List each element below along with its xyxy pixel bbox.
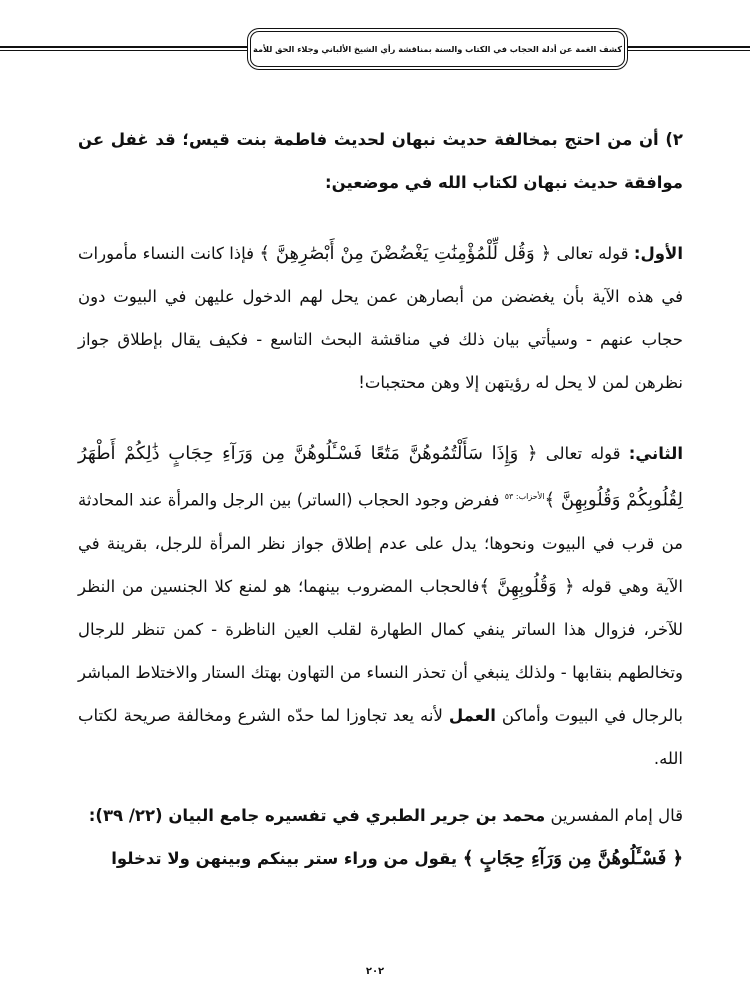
paragraph-tabari-intro: [78, 794, 683, 837]
second-label: الثاني:: [628, 444, 683, 463]
second-body-text-a: ففرض وجود الحجاب (الساتر) بين الرجل والمرأة عند المحادثة من قرب في البيوت ونحوها؛ يدل على عدم إطلاق جواز نظر المرأة للرجل، بقرينة في الآية وهي قوله: [78, 490, 683, 596]
header-rule-right-thin: [627, 50, 750, 51]
quran-verse-33-53: وَإِذَا سَأَلْتُمُوهُنَّ مَتَٰعًا فَسْـَٔلُوهُنَّ مِن وَرَآءِ حِجَابٍ ذَٰلِكُمْ أَطْهَرُ لِقُلُوبِكُمْ وَقُلُوبِهِنَّ: [78, 443, 683, 511]
tabari-citation: محمد بن جرير الطبري في تفسيره جامع البيان (٢٢/ ٣٩):: [88, 805, 546, 825]
quran-phrase-hearts: وَقُلُوبِهِنَّ: [489, 575, 564, 597]
bold-word-work: العمل: [448, 705, 496, 725]
header-rule-right: [627, 46, 750, 48]
running-header-title: كشف الغمة عن أدلة الحجاب في الكتاب والسنة بمناقشة رأي الشيخ الألباني وجلاء الحق للأمة: [253, 44, 622, 54]
tabari-quote-text: يقول من وراء ستر بينكم وبينهن ولا تدخلوا: [111, 848, 463, 868]
header-rule-left: [0, 46, 250, 48]
verse-close-bracket: ﴾: [544, 489, 556, 511]
verse-open-bracket: ﴿: [526, 443, 538, 464]
verse-open-bracket: ﴿: [564, 575, 575, 597]
point-2-lead: ٢) أن من احتج بمخالفة حديث نبهان لحديث فاطمة بنت قيس؛: [175, 130, 683, 149]
second-body-text-b: فالحجاب المضروب بينهما؛ هو لمنع كلا الجنسين من النظر للآخر، فزوال هذا الساتر ينفي كمال الطهارة لقلب العين الناظرة - كمن تنظر للرجال وتخالطهم بنقابها - ولذلك ينبغي أن تحذر النساء من التهاون بهتك الستار والاختلاط المباشر بالرجال في البيوت وأماكن: [78, 576, 683, 725]
paragraph-tabari-quote: [78, 837, 683, 880]
quran-verse-24-31: وَقُل لِّلْمُؤْمِنَٰتِ يَغْضُضْنَ مِنْ أَبْصَٰرِهِنَّ: [269, 243, 541, 264]
header-rule-left-thin: [0, 50, 250, 51]
verse-close-bracket: ﴾: [259, 243, 270, 264]
first-body-text: فإذا كانت النساء مأمورات في هذه الآية بأن يغضضن من أبصارهن عمن يحل لهم الدخول عليهن في البيوت دون حجاب عنهم - وسيأتي بيان ذلك في مناقشة البحث التاسع - فكيف يقال بإطلاق جواز نظرهن لمن لا يحل له رؤيتهن إلا وهن محتجبات!: [78, 244, 683, 392]
paragraph-first: [78, 232, 683, 404]
page-body: [78, 118, 683, 880]
tabari-lead: قال إمام المفسرين: [545, 805, 683, 825]
paragraph-second: [78, 432, 683, 780]
verse-open-bracket: ﴿: [672, 847, 683, 869]
paragraph-point-2: [78, 118, 683, 204]
page-number: ٢٠٢: [365, 966, 385, 977]
point-2-bold: قد غفل عن موافقة حديث نبهان لكتاب الله في موضعين:: [78, 130, 683, 192]
quran-phrase-behind-screen: فَسْـَٔلُوهُنَّ مِن وَرَآءِ حِجَابٍ: [473, 847, 673, 869]
verse-close-bracket: ﴾: [462, 847, 474, 869]
verse-reference: الأحزاب: ٥٣: [504, 492, 545, 501]
running-header: [250, 31, 625, 67]
verse-open-bracket: ﴿: [540, 243, 552, 264]
first-intro: قوله تعالى: [551, 244, 634, 263]
verse-close-bracket: ﴾: [479, 575, 490, 597]
second-body-text-c: لأنه يعد تجاوزا لما حدّه الشرع ومخالفة صريحة لكتاب الله.: [78, 705, 683, 768]
first-label: الأول:: [633, 244, 684, 263]
second-intro: قوله تعالى: [537, 444, 629, 463]
